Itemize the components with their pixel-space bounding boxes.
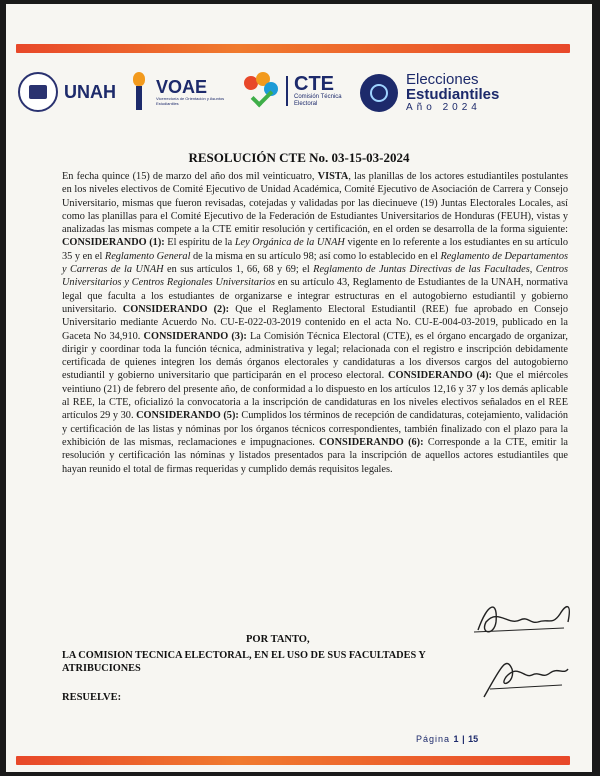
paragraph-run: Cumplidos los términos de recepción de candidaturas, cotejamiento, validación y certificación de las listas y nóminas por los órganos técnicos correspondientes, también finalizado con el plazo para la exhibición de las mismas, reclamaciones e impugnaciones. — [62, 410, 569, 448]
top-accent-bar — [16, 44, 570, 53]
paragraph-run: CONSIDERANDO (2): — [122, 303, 230, 315]
paragraph-run: CONSIDERANDO (4): — [388, 370, 492, 382]
resolution-body — [62, 170, 568, 476]
paragraph-run: CONSIDERANDO (6): — [319, 436, 424, 448]
paragraph-run: La Comisión Técnica Electoral (CTE), es el órgano encargado de organizar, dirigir y coordinar toda la función técnica, administrativa y legal; relacionada con el registro e inscripción debidamente certificada de quienes integren los demás órganos electorales y candidaturas a los diversos cargos del autogobierno estudiantil y gobierno universitario que participarán en el proceso electoral. — [62, 330, 569, 382]
document-page — [6, 4, 592, 772]
paragraph-run: en sus artículos 1, 66, 68 y 69; el — [163, 264, 314, 276]
voae-wordmark: VOAE — [156, 77, 208, 97]
cte-gears-check-icon — [242, 72, 280, 110]
elecciones-logo — [360, 72, 499, 113]
por-tanto: POR TANTO, — [246, 634, 310, 645]
page-label: Página — [416, 734, 451, 744]
paragraph-run: Que el miércoles veintiuno (21) de febrero del presente año, de conformidad a lo dispuesto en los artículos 12,16 y 37 y los demás aplicable al REE, la CTE, oficializó la convocatoria a la inscripción de candidaturas en los niveles electivos señalados en el REE artículos 29 y 30. — [62, 370, 568, 422]
page-number — [416, 734, 478, 744]
elecciones-emblem-icon — [360, 74, 398, 112]
unah-wordmark: UNAH — [64, 81, 116, 102]
cte-subtitle: Comisión Técnica Electoral — [294, 94, 342, 107]
elecciones-year: Año 2024 — [406, 102, 481, 113]
page-total: 15 — [468, 734, 479, 744]
paragraph-run: Reglamento de Departamentos y Carreras de la UNAH — [62, 250, 568, 276]
paragraph-run: VISTA — [317, 171, 349, 182]
voae-subtitle: Vicerrectoría de Orientación y Asuntos Estudiantiles — [156, 96, 225, 106]
bottom-accent-bar — [16, 756, 570, 765]
cte-logo — [242, 72, 346, 110]
paragraph-run: en su artículo 43, Reglamento de Estudiantes de la UNAH, normativa legal que faculta a los estudiantes de organizarse e integrar estructuras en el autogobierno estudiantil y gobierno universitario. — [62, 277, 568, 315]
paragraph-run: Ley Orgánica de la UNAH — [234, 237, 345, 249]
paragraph-run: de la misma en su artículo 98; así como lo establecido en el — [190, 250, 441, 262]
resolution-title: RESOLUCIÓN CTE No. 03-15-03-2024 — [188, 150, 410, 165]
unah-emblem-icon — [18, 72, 58, 112]
paragraph-run: , las planillas de los actores estudiantiles postulantes en los niveles electivos de Comité Ejecutivo de Unidad Académica, Comité Ejecutivo de Asociación de Carrera y Consejo Universitario, mismas que fueron revisadas, cotejadas y validadas por las diecinueve (19) Juntas Electorales Locales, así como las planillas para el Comité Ejecutivo de la Federación de Estudiantes Universitarios de Honduras (FEUH), vistas y analizadas las mismas compete a la CTE emitir resolución y certificación, en el orden se desarrolla de la forma siguiente: — [62, 171, 568, 236]
paragraph-run: Que el Reglamento Electoral Estudiantil (REE) fue aprobado en Consejo Universitario mediante Acuerdo No. CU-E-022-03-2019 contenido en el acta No. CU-E-004-03-2019, publicado en la Gaceta No 34,910. — [62, 303, 568, 342]
paragraph-run: CONSIDERANDO (1): — [62, 237, 165, 249]
cte-wordmark: CTE — [294, 73, 334, 95]
voae-logo — [126, 72, 226, 112]
paragraph-run: Reglamento General — [104, 250, 191, 262]
paragraph-run: Reglamento de Juntas Directivas de las Facultades, Centros Universitarios y Centros Regionales Universitarios — [62, 264, 568, 289]
paragraph-run: CONSIDERANDO (5): — [136, 410, 239, 422]
page-separator: | — [462, 734, 465, 744]
header-logos — [16, 72, 582, 132]
page-current: 1 — [453, 734, 459, 744]
resuelve: RESUELVE: — [62, 692, 122, 703]
paragraph-run: CONSIDERANDO (3): — [143, 330, 247, 342]
elecciones-line2: Estudiantiles — [406, 86, 500, 103]
unah-logo — [18, 72, 116, 112]
comision-statement: LA COMISION TECNICA ELECTORAL, EN EL USO DE SUS FACULTADES Y ATRIBUCIONES — [62, 650, 426, 674]
paragraph-run: Corresponde a la CTE, emitir la resolución y certificación las nóminas y listados presentados para la inscripción de aquellos actores estudiantiles que hayan reunido el total de firmas requeridas y cumplido demás requisitos legales. — [62, 436, 568, 475]
paragraph-run: En fecha quince (15) de marzo del año dos mil veinticuatro, — [62, 171, 318, 182]
cte-divider — [286, 76, 288, 106]
paragraph-run: vigente en lo referente a los estudiantes en su artículo 35 y en el — [62, 237, 568, 262]
torch-icon — [126, 72, 152, 112]
elecciones-line1: Elecciones — [406, 71, 479, 88]
signature-1 — [468, 592, 578, 642]
paragraph-run: El espíritu de la — [164, 237, 235, 249]
